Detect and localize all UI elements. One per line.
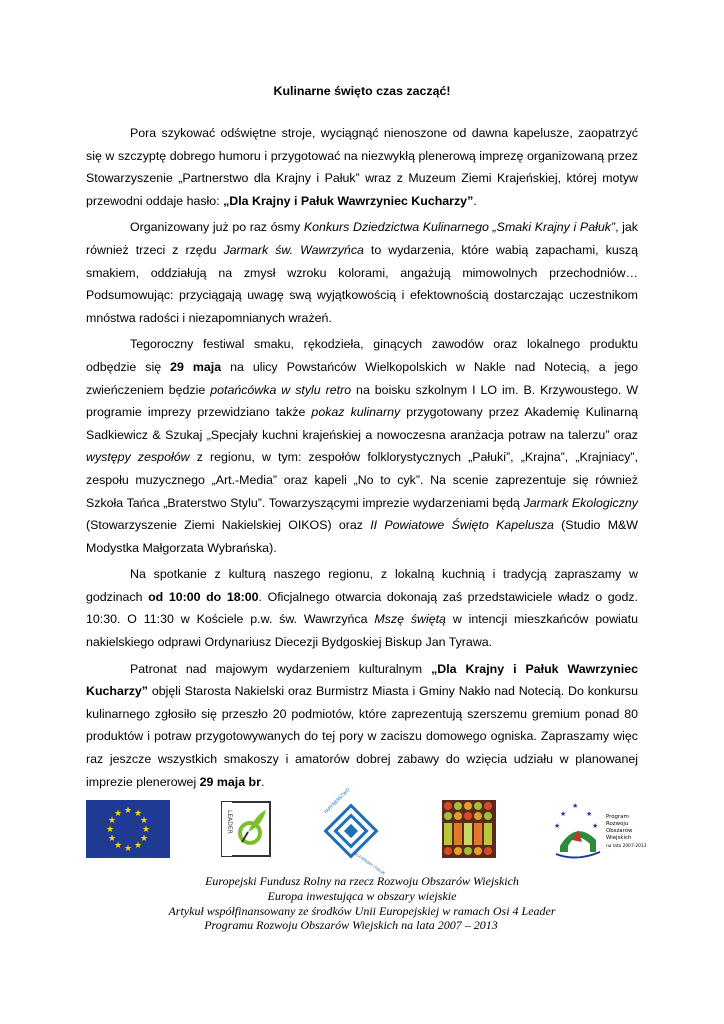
prow-logo: [546, 800, 650, 864]
footer-line-3: Artykuł współfinansowany ze środków Unii Europejskiej w ramach Osi 4 Leader: [168, 903, 556, 918]
prow-line-4: Wiejskich: [606, 835, 632, 841]
paragraph-3: Tegoroczny festiwal smaku, rękodzieła, ginących zawodów oraz lokalnego produktu odbędzie się 29 maja na ulicy Powstańców Wielkopolskich w Nakle nad Notecią, a jego zwieńczeniem będzie potańcówka w stylu retro na boisku szkolnym I LO im. B. Krzywoustego. W programie imprezy przewidziano także pokaz kulinarny przygotowany przez Akademię Kulinarną Sadkiewicz & Szukaj „Specjały kuchni krajeńskiej a nowoczesna aranżacja potraw na talerzu” oraz występy zespołów z regionu, w tym: zespołów folklorystycznych „Pałuki”, „Krajna”, „Krajniacy”, zespołu muzycznego „Art.-Media” oraz kapeli „No to cyk”. Na scenie zaprezentuje się również Szkoła Tańca „Braterstwo Stylu”. Towarzyszącymi imprezie wydarzeniami będą Jarmark Ekologiczny (Stowarzyszenie Ziemi Nakielskiej OIKOS) oraz II Powiatowe Święto Kapelusza (Studio M&W Modystka Małgorzata Wybrańska).: [86, 337, 639, 555]
partnership-subtext: DLA KRAJNY I PAŁUK: [353, 851, 386, 876]
svg-text:★: ★: [139, 816, 149, 826]
svg-text:★: ★: [123, 806, 133, 816]
footer-line-1: Europejski Fundusz Rolny na rzecz Rozwoju Obszarów Wiejskich: [205, 874, 519, 888]
svg-text:★: ★: [554, 822, 561, 830]
footer-line-2: Europa inwestująca w obszary wiejskie: [267, 888, 457, 903]
sponsor-logos: [86, 787, 647, 876]
svg-text:★: ★: [560, 810, 567, 818]
svg-text:★: ★: [105, 825, 115, 835]
page-title: Kulinarne święto czas zacząć!: [273, 84, 451, 98]
partnership-logo: [318, 787, 386, 876]
paragraph-4: Na spotkanie z kulturą naszego regionu, z lokalną kuchnią i tradycją zapraszamy w godzinach od 10:00 do 18:00. Oficjalnego otwarcia dokonają zaś przedstawiciele władz o godz. 10:30. O 11:30 w Kościele p.w. św. Wawrzyńca Mszę świętą w intencji mieszkańców powiatu nakielskiego odprawi Ordynariusz Diecezji Bydgoskiej Biskup Jan Tyrawa.: [86, 567, 639, 650]
svg-text:★: ★: [139, 834, 149, 844]
paragraph-5: Patronat nad majowym wydarzeniem kulturalnym „Dla Krajny i Pałuk Wawrzyniec Kucharzy” objęli Starosta Nakielski oraz Burmistrz Miasta i Gminy Nakło nad Notecią. Do konkursu kulinarnego zgłosiło się przeszło 20 podmiotów, które zaprezentują szerszemu gremium ponad 80 produktów i potraw przygotowywanych do tej pory w zaciszu domowego ogniska. Zapraszamy więc raz jeszcze wszystkich smakoszy i amatorów dobrej zabawy do wzięcia udziału w planowanej imprezie plenerowej 29 maja br.: [86, 661, 638, 789]
svg-text:★: ★: [107, 834, 117, 844]
svg-text:★: ★: [123, 844, 133, 854]
svg-text:★: ★: [113, 841, 123, 851]
regional-mosaic-logo: [442, 800, 496, 858]
svg-text:★: ★: [141, 825, 151, 835]
footer-line-4: Programu Rozwoju Obszarów Wiejskich na lata 2007 – 2013: [204, 918, 498, 933]
prow-line-5: na lata 2007-2013: [606, 844, 647, 849]
prow-line-1: Program: [606, 814, 629, 820]
leader-logo: [218, 800, 274, 858]
paragraph-1: Pora szykować odświętne stroje, wyciągnąć nienoszone od dawna kapelusze, zaopatrzyć się w szczyptę dobrego humoru i przygotować na niezwykłą plenerową imprezę organizowaną przez Stowarzyszenie „Partnerstwo dla Krajny i Pałuk” wraz z Muzeum Ziemi Krajeńskiej, której motyw przewodni oddaje hasło: „Dla Krajny i Pałuk Wawrzyniec Kucharzy”.: [86, 126, 638, 208]
svg-text:★: ★: [592, 822, 599, 830]
svg-text:★: ★: [133, 809, 143, 819]
svg-text:★: ★: [586, 810, 593, 818]
svg-text:★: ★: [572, 802, 579, 810]
funding-footer: [0, 874, 724, 933]
partnership-text: PARTNERSTWO: [323, 787, 352, 816]
svg-text:★: ★: [107, 816, 117, 826]
leader-text: LEADER: [226, 810, 233, 834]
eu-flag-logo: [86, 800, 170, 858]
svg-text:★: ★: [133, 841, 143, 851]
svg-text:★: ★: [113, 809, 123, 819]
prow-line-2: Rozwoju: [606, 821, 629, 827]
prow-line-3: Obszarów: [606, 828, 633, 834]
paragraph-2: Organizowany już po raz ósmy Konkurs Dziedzictwa Kulinarnego „Smaki Krajny i Pałuk”, jak również trzeci z rzędu Jarmark św. Wawrzyńca to wydarzenia, które wabią zapachami, kuszą smakiem, oddziałują na zmysł wzroku kolorami, angażują mimowolnych przechodniów… Podsumowując: przyciągają uwagę swą wyjątkowością i efektownością dostarczając uczestnikom mnóstwa radości i niezapomnianych wrażeń.: [86, 220, 638, 325]
article-body: [86, 122, 638, 797]
